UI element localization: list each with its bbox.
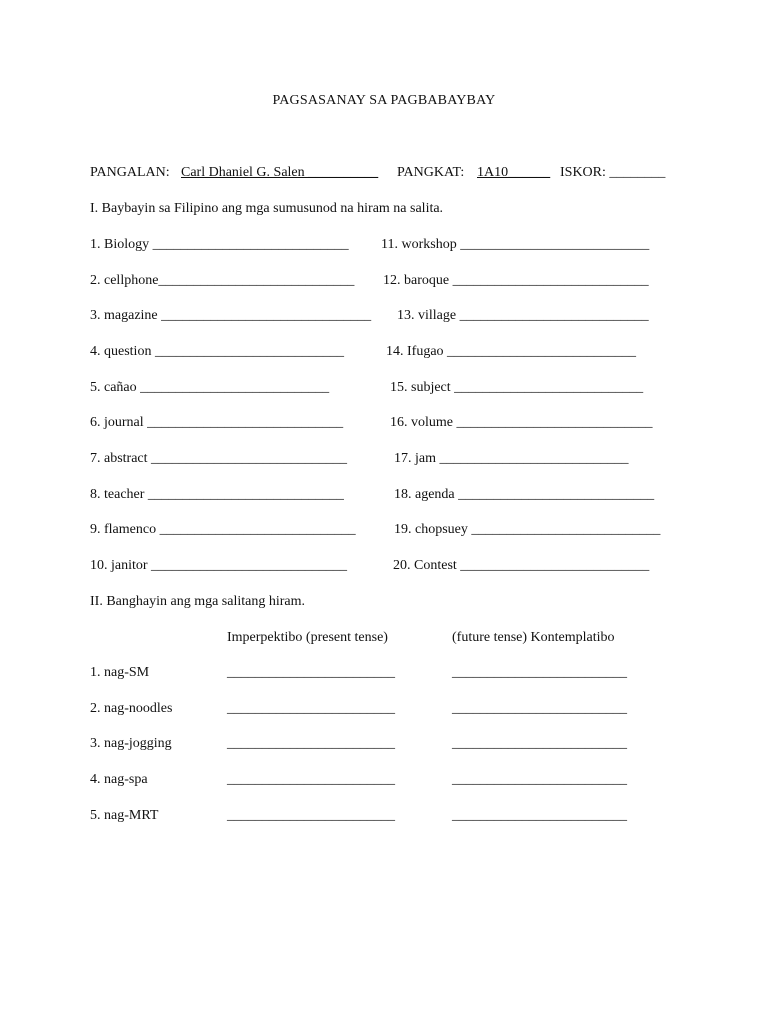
answer-blank: ________________________ xyxy=(227,665,395,680)
part1-left-item: 5. cañao ___________________________ xyxy=(90,380,330,395)
part1-right-item: 14. Ifugao ___________________________ xyxy=(386,344,637,359)
part2-instruction: II. Banghayin ang mga salitang hiram. xyxy=(90,594,305,609)
part1-right-item: 15. subject ___________________________ xyxy=(390,380,644,395)
answer-blank: _________________________ xyxy=(452,665,627,680)
part1-left-item: 10. janitor ____________________________ xyxy=(90,558,348,573)
section-label: PANGKAT: xyxy=(397,165,465,180)
part1-right-item: 20. Contest ___________________________ xyxy=(393,558,650,573)
part2-row-label: 4. nag-spa xyxy=(90,772,148,787)
part1-right-item: 18. agenda ____________________________ xyxy=(394,487,655,502)
part1-right-item: 19. chopsuey ___________________________ xyxy=(394,522,661,537)
answer-blank: ________________________ xyxy=(227,701,395,716)
part1-right-item: 12. baroque ____________________________ xyxy=(383,273,649,288)
answer-blank: ________________________ xyxy=(227,736,395,751)
column-header-imperpektibo: Imperpektibo (present tense) xyxy=(227,630,388,645)
score-label: ISKOR: ________ xyxy=(560,165,666,180)
part1-instruction: I. Baybayin sa Filipino ang mga sumusunod na hiram na salita. xyxy=(90,201,444,216)
name-value: Carl Dhaniel G. Salen __________ xyxy=(181,165,379,180)
name-label: PANGALAN: xyxy=(90,165,170,180)
part1-right-item: 16. volume ____________________________ xyxy=(390,415,653,430)
part2-row-label: 5. nag-MRT xyxy=(90,808,159,823)
part1-left-item: 1. Biology ____________________________ xyxy=(90,237,349,252)
part1-left-item: 2. cellphone____________________________ xyxy=(90,273,355,288)
answer-blank: ________________________ xyxy=(227,772,395,787)
part1-right-item: 17. jam ___________________________ xyxy=(394,451,629,466)
part1-right-item: 13. village ___________________________ xyxy=(397,308,649,323)
part1-left-item: 7. abstract ____________________________ xyxy=(90,451,348,466)
page-title: PAGSASANAY SA PAGBABAYBAY xyxy=(272,93,496,108)
part1-left-item: 3. magazine ______________________________ xyxy=(90,308,372,323)
part2-row-label: 3. nag-jogging xyxy=(90,736,172,751)
answer-blank: _________________________ xyxy=(452,701,627,716)
column-header-kontemplatibo: (future tense) Kontemplatibo xyxy=(452,630,615,645)
part1-left-item: 4. question ___________________________ xyxy=(90,344,344,359)
part1-right-item: 11. workshop ___________________________ xyxy=(381,237,650,252)
part1-left-item: 6. journal ____________________________ xyxy=(90,415,344,430)
part2-row-label: 1. nag-SM xyxy=(90,665,150,680)
part1-left-item: 9. flamenco ____________________________ xyxy=(90,522,356,537)
part2-row-label: 2. nag-noodles xyxy=(90,701,173,716)
answer-blank: ________________________ xyxy=(227,808,395,823)
part1-left-item: 8. teacher ____________________________ xyxy=(90,487,344,502)
answer-blank: _________________________ xyxy=(452,736,627,751)
answer-blank: _________________________ xyxy=(452,772,627,787)
answer-blank: _________________________ xyxy=(452,808,627,823)
section-value: 1A10______ xyxy=(477,165,551,180)
